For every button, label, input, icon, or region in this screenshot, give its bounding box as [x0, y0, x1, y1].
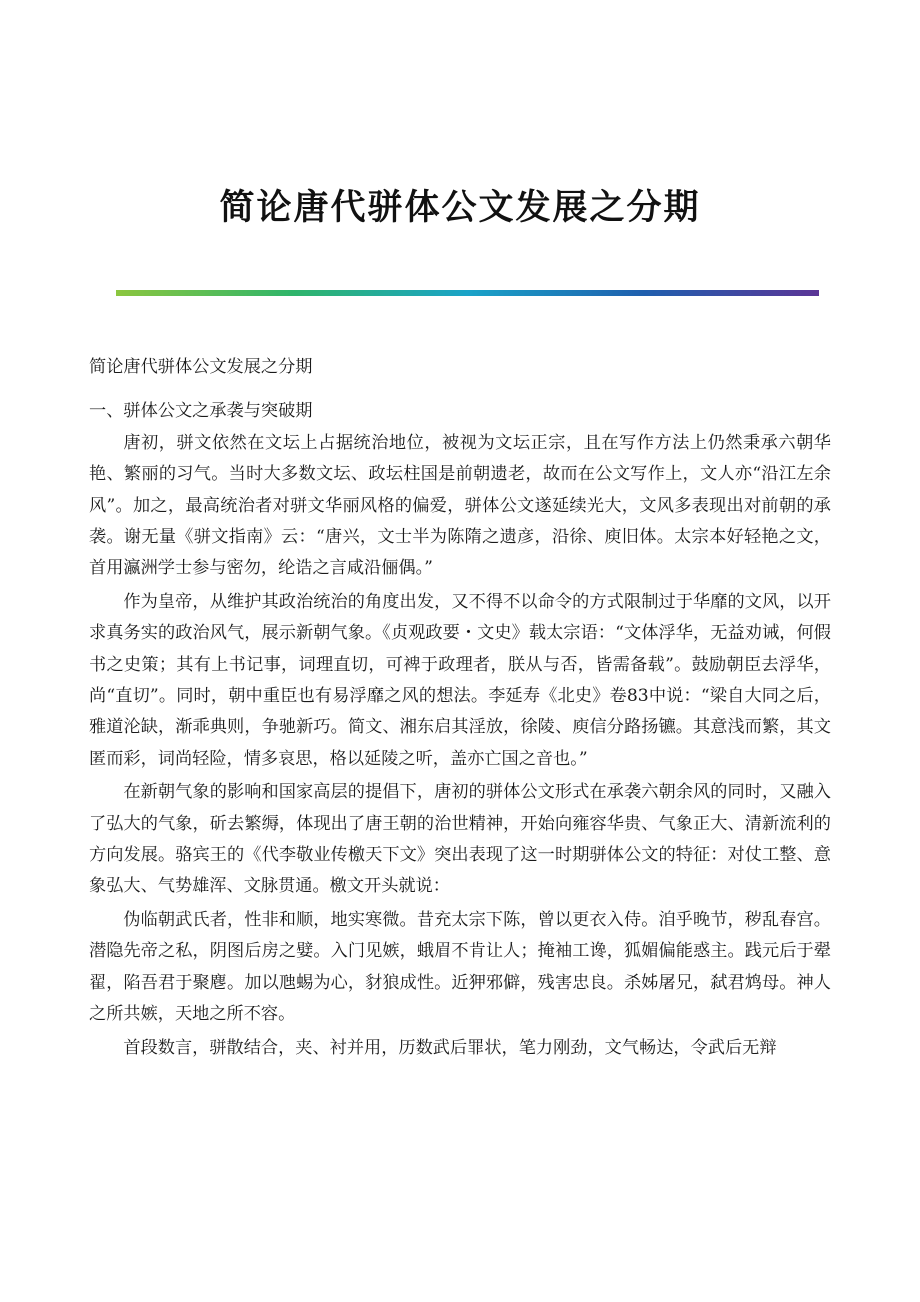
title-divider-gradient-bar	[116, 290, 819, 296]
paragraph: 首段数言，骈散结合，夹、衬并用，历数武后罪状，笔力刚劲，文气畅达，令武后无辩	[123, 1037, 777, 1058]
paragraph: 在新朝气象的影响和国家高层的提倡下，唐初的骈体公文形式在承袭六朝余风的同时，又融入了弘大的气象，斫去繁缛，体现出了唐王朝的治世精神，开始向雍容华贵、气象正大、清新流利的方向发展。骆宾王的《代李敬业传檄天下文》突出表现了这一时期骈体公文的特征：对仗工整、意象弘大、气势雄浑、文脉贯通。檄文开头就说：	[89, 782, 831, 897]
paragraph: 唐初，骈文依然在文坛上占据统治地位，被视为文坛正宗，且在写作方法上仍然秉承六朝华艳、繁丽的习气。当时大多数文坛、政坛柱国是前朝遗老，故而在公文写作上，文人亦“沿江左余风”。加之，最高统治者对骈文华丽风格的偏爱，骈体公文遂延续光大，文风多表现出对前朝的承袭。谢无量《骈文指南》云：“唐兴，文士半为陈隋之遗彦，沿徐、庾旧体。太宗本好轻艳之文，首用瀛洲学士参与密勿，纶诰之言咸沿俪偶。”	[89, 432, 831, 579]
document-title: 简论唐代骈体公文发展之分期	[219, 188, 701, 228]
quoted-paragraph: 伪临朝武氏者，性非和顺，地实寒微。昔充太宗下陈，曾以更衣入侍。洎乎晚节，秽乱春宫。潜隐先帝之私，阴图后房之嬖。入门见嫉，蛾眉不肯让人；掩袖工谗，狐媚偏能惑主。践元后于翚翟，陷吾君于聚麀。加以虺蜴为心，豺狼成性。近狎邪僻，残害忠良。杀姊屠兄，弑君鸩母。神人之所共嫉，天地之所不容。	[89, 909, 831, 1025]
section-heading: 一、骈体公文之承袭与突破期	[89, 401, 313, 422]
document-body	[89, 352, 831, 1066]
document-subtitle: 简论唐代骈体公文发展之分期	[89, 357, 313, 377]
spacer	[89, 383, 831, 396]
paragraph: 作为皇帝，从维护其政治统治的角度出发，又不得不以命令的方式限制过于华靡的文风，以开求真务实的政治风气，展示新朝气象。《贞观政要・文史》载太宗语：“文体浮华，无益劝诫，何假书之史策；其有上书记事，词理直切，可裨于政理者，朕从与否，皆需备载”。鼓励朝臣去浮华，尚“直切”。同时，朝中重臣也有易浮靡之风的想法。李延寿《北史》卷83中说：“梁自大同之后，雅道沦缺，渐乖典则，争驰新巧。简文、湘东启其淫放，徐陵、庾信分路扬镳。其意浅而繁，其文匿而彩，词尚轻险，情多哀思，格以延陵之听，盖亦亡国之音也。”	[89, 591, 831, 769]
